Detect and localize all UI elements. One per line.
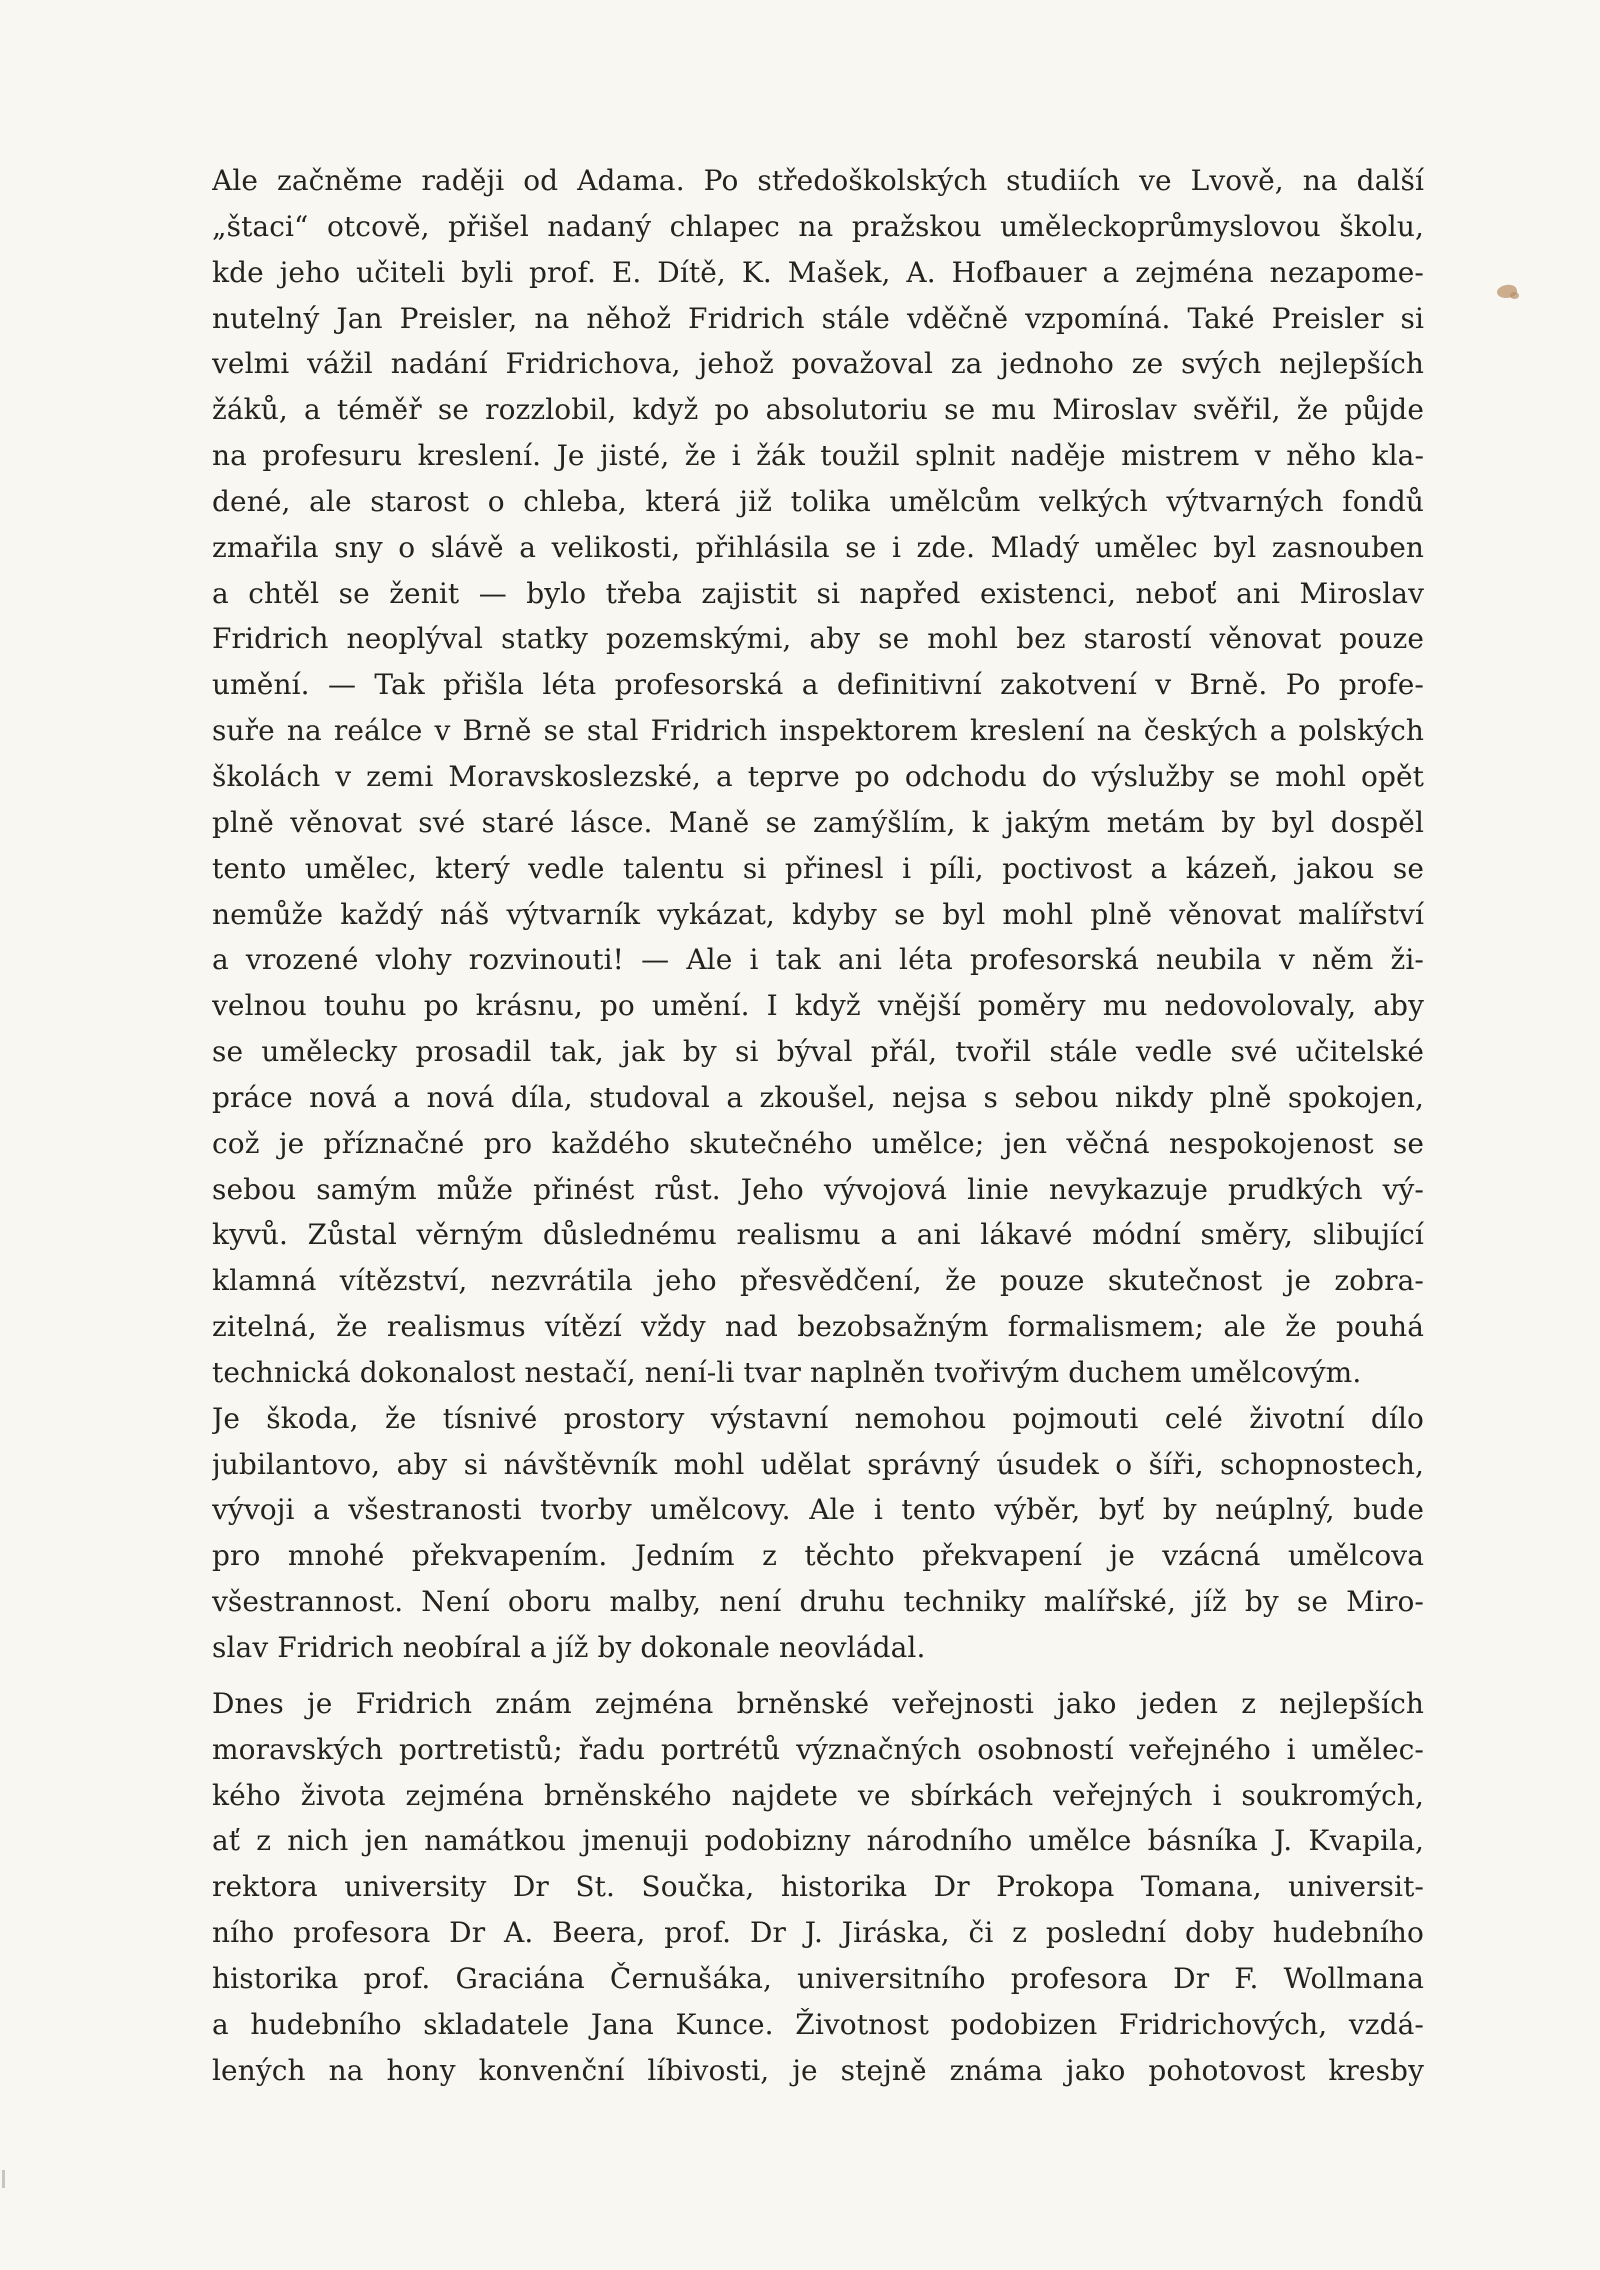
text-line: Ale začněme raději od Adama. Po středoškolských studiích ve Lvově, na další <box>212 164 1424 197</box>
text-line: a hudebního skladatele Jana Kunce. Životnost podobizen Fridrichových, vzdá- <box>212 2007 1424 2041</box>
text-line: práce nová a nová díla, studoval a zkoušel, nejsa s sebou nikdy plně spokojen, <box>212 1080 1424 1114</box>
text-line: vývoji a všestranosti tvorby umělcovy. Ale i tento výběr, byť by neúplný, bude <box>212 1493 1424 1527</box>
text-line: Je škoda, že tísnivé prostory výstavní nemohou pojmouti celé životní dílo <box>212 1401 1424 1435</box>
text-line: školách v zemi Moravskoslezské, a teprve po odchodu do výslužby se mohl opět <box>212 759 1424 793</box>
text-line: a chtěl se ženit — bylo třeba zajistit si napřed existenci, neboť ani Miroslav <box>212 576 1424 610</box>
text-line: historika prof. Graciána Černušáka, universitního profesora Dr F. Wollmana <box>212 1961 1424 1995</box>
paragraph-1 <box>212 158 1424 1396</box>
text-line: suře na reálce v Brně se stal Fridrich inspektorem kreslení na českých a polských <box>212 714 1424 748</box>
body-text <box>212 158 1424 2093</box>
text-line: ať z nich jen namátkou jmenuji podobizny národního umělce básníka J. Kvapila, <box>212 1824 1424 1858</box>
paper-stain-small <box>1510 292 1519 299</box>
text-line: rektora university Dr St. Součka, historika Dr Prokopa Tomana, universit- <box>212 1870 1424 1904</box>
text-line: Dnes je Fridrich znám zejména brněnské veřejnosti jako jeden z nejlepších <box>212 1686 1424 1720</box>
text-line: a vrozené vlohy rozvinouti! — Ale i tak ani léta profesorská neubila v něm ži- <box>212 943 1424 977</box>
text-line: všestrannost. Není oboru malby, není druhu techniky malířské, jíž by se Miro- <box>212 1585 1424 1619</box>
text-line: sebou samým může přinést růst. Jeho vývojová linie nevykazuje prudkých vý- <box>212 1172 1424 1206</box>
text-line: lených na hony konvenční líbivosti, je stejně známa jako pohotovost kresby <box>212 2053 1424 2087</box>
text-line: dené, ale starost o chleba, která již tolika umělcům velkých výtvarných fondů <box>212 484 1424 518</box>
text-line: plně věnovat své staré lásce. Maně se zamýšlím, k jakým metám by byl dospěl <box>212 805 1424 839</box>
text-line: tento umělec, který vedle talentu si přinesl i píli, poctivost a kázeň, jakou se <box>212 851 1424 885</box>
text-line: kého života zejména brněnského najdete ve sbírkách veřejných i soukromých, <box>212 1778 1424 1812</box>
text-line: technická dokonalost nestačí, není-li tvar naplněn tvořivým duchem umělcovým. <box>212 1355 1362 1389</box>
text-line: žáků, a téměř se rozzlobil, když po absolutoriu se mu Miroslav svěřil, že půjde <box>212 393 1424 427</box>
text-line: umění. — Tak přišla léta profesorská a definitivní zakotvení v Brně. Po profe- <box>212 668 1424 702</box>
text-line: se umělecky prosadil tak, jak by si býval přál, tvořil stále vedle své učitelské <box>212 1035 1424 1069</box>
paragraph-gap <box>212 1671 1424 1681</box>
text-line: velnou touhu po krásnu, po umění. I když vnější poměry mu nedovolovaly, aby <box>212 989 1424 1023</box>
text-line: kde jeho učiteli byli prof. E. Dítě, K. Mašek, A. Hofbauer a zejména nezapome- <box>212 255 1424 289</box>
text-line: Fridrich neoplýval statky pozemskými, aby se mohl bez starostí věnovat pouze <box>212 622 1424 656</box>
text-line: na profesuru kreslení. Je jisté, že i žák toužil splnit naděje mistrem v něho kla- <box>212 439 1424 473</box>
text-line: pro mnohé překvapením. Jedním z těchto překvapení je vzácná umělcova <box>212 1539 1424 1573</box>
text-line: ního profesora Dr A. Beera, prof. Dr J. Jiráska, či z poslední doby hudebního <box>212 1916 1424 1950</box>
paper-edge-mark <box>2 2170 5 2188</box>
text-line: moravských portretistů; řadu portrétů význačných osobností veřejného i umělec- <box>212 1732 1424 1766</box>
text-line: velmi vážil nadání Fridrichova, jehož považoval za jednoho ze svých nejlepších <box>212 347 1424 381</box>
text-line: což je příznačné pro každého skutečného umělce; jen věčná nespokojenost se <box>212 1126 1424 1160</box>
text-line: zitelná, že realismus vítězí vždy nad bezobsažným formalismem; ale že pouhá <box>212 1310 1424 1344</box>
text-line: zmařila sny o slávě a velikosti, přihlásila se i zde. Mladý umělec byl zasnouben <box>212 530 1424 564</box>
text-line: „štaci“ otcově, přišel nadaný chlapec na pražskou uměleckoprůmyslovou školu, <box>212 209 1424 243</box>
text-line: klamná vítězství, nezvrátila jeho přesvědčení, že pouze skutečnost je zobra- <box>212 1264 1424 1298</box>
text-line: nutelný Jan Preisler, na něhož Fridrich stále vděčně vzpomíná. Také Preisler si <box>212 301 1424 335</box>
paragraph-3 <box>212 1681 1424 2094</box>
text-line: slav Fridrich neobíral a jíž by dokonale neovládal. <box>212 1631 926 1664</box>
text-line: jubilantovo, aby si návštěvník mohl udělat správný úsudek o šíři, schopnostech, <box>212 1447 1424 1481</box>
text-line: kyvů. Zůstal věrným důslednému realismu a ani lákavé módní směry, slibující <box>212 1218 1424 1252</box>
paragraph-2 <box>212 1396 1424 1671</box>
text-line: nemůže každý náš výtvarník vykázat, kdyby se byl mohl plně věnovat malířství <box>212 897 1424 931</box>
